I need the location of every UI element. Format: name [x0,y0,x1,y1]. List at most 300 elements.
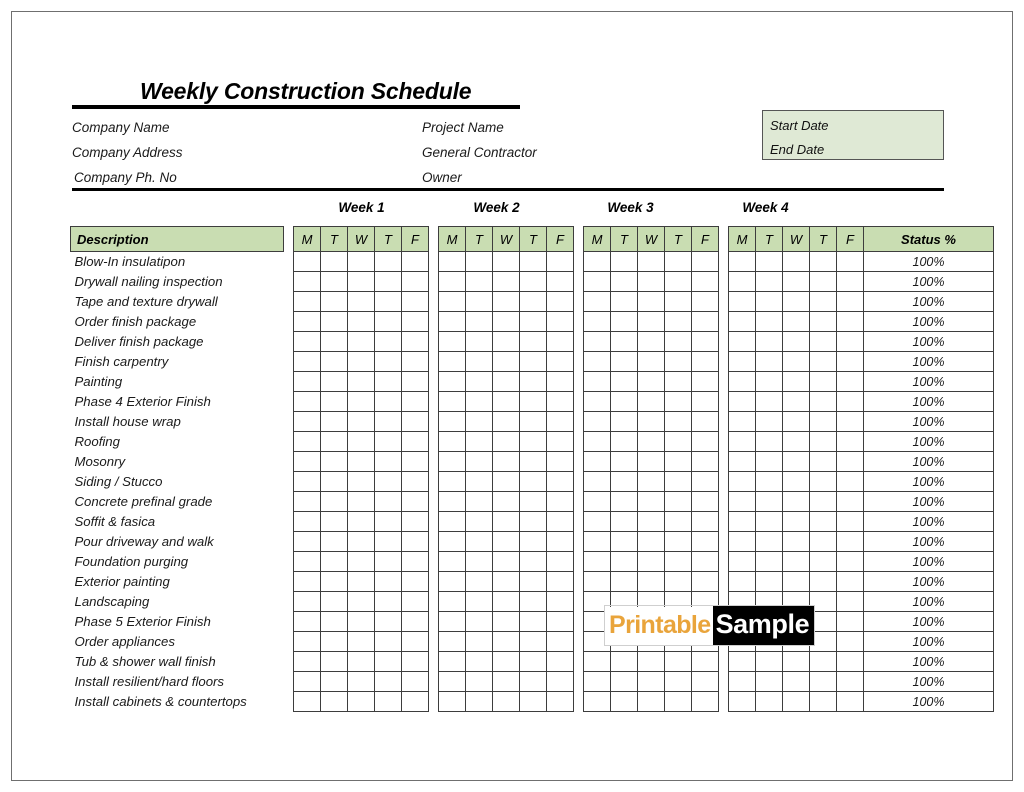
schedule-cell-w2-d5[interactable] [547,412,574,432]
schedule-cell-w3-d4[interactable] [665,532,692,552]
schedule-cell-w3-d5[interactable] [692,572,719,592]
schedule-cell-w2-d5[interactable] [547,492,574,512]
schedule-cell-w1-d1[interactable] [294,532,321,552]
schedule-cell-w4-d1[interactable] [729,652,756,672]
schedule-cell-w2-d2[interactable] [466,672,493,692]
schedule-cell-w1-d3[interactable] [348,612,375,632]
schedule-cell-w4-d2[interactable] [756,632,783,652]
schedule-cell-w2-d1[interactable] [439,412,466,432]
schedule-cell-w1-d5[interactable] [402,412,429,432]
schedule-cell-w2-d3[interactable] [493,312,520,332]
schedule-cell-w4-d1[interactable] [729,692,756,712]
schedule-cell-w1-d3[interactable] [348,272,375,292]
schedule-cell-w3-d2[interactable] [611,672,638,692]
schedule-cell-w1-d4[interactable] [375,372,402,392]
schedule-cell-w1-d4[interactable] [375,472,402,492]
schedule-cell-w1-d5[interactable] [402,352,429,372]
schedule-cell-w2-d2[interactable] [466,392,493,412]
schedule-cell-w4-d1[interactable] [729,472,756,492]
schedule-cell-w4-d5[interactable] [837,292,864,312]
schedule-cell-w3-d1[interactable] [584,652,611,672]
schedule-cell-w1-d1[interactable] [294,612,321,632]
schedule-cell-w3-d4[interactable] [665,252,692,272]
schedule-cell-w3-d4[interactable] [665,612,692,632]
schedule-cell-w2-d2[interactable] [466,492,493,512]
schedule-cell-w2-d1[interactable] [439,532,466,552]
schedule-cell-w4-d1[interactable] [729,632,756,652]
schedule-cell-w4-d4[interactable] [810,252,837,272]
schedule-cell-w3-d2[interactable] [611,372,638,392]
schedule-cell-w2-d4[interactable] [520,252,547,272]
schedule-cell-w1-d4[interactable] [375,512,402,532]
schedule-cell-w4-d4[interactable] [810,472,837,492]
schedule-cell-w2-d3[interactable] [493,472,520,492]
schedule-cell-w2-d5[interactable] [547,632,574,652]
schedule-cell-w2-d2[interactable] [466,352,493,372]
schedule-cell-w4-d3[interactable] [783,652,810,672]
schedule-cell-w3-d2[interactable] [611,312,638,332]
schedule-cell-w3-d4[interactable] [665,432,692,452]
schedule-cell-w2-d1[interactable] [439,472,466,492]
schedule-cell-w1-d4[interactable] [375,692,402,712]
schedule-cell-w1-d2[interactable] [321,292,348,312]
schedule-cell-w4-d2[interactable] [756,512,783,532]
schedule-cell-w2-d1[interactable] [439,272,466,292]
schedule-cell-w3-d5[interactable] [692,392,719,412]
schedule-cell-w2-d4[interactable] [520,412,547,432]
schedule-cell-w2-d2[interactable] [466,532,493,552]
schedule-cell-w3-d3[interactable] [638,392,665,412]
schedule-cell-w4-d2[interactable] [756,272,783,292]
schedule-cell-w4-d5[interactable] [837,432,864,452]
schedule-cell-w4-d5[interactable] [837,532,864,552]
schedule-cell-w2-d4[interactable] [520,452,547,472]
schedule-cell-w4-d2[interactable] [756,352,783,372]
schedule-cell-w1-d2[interactable] [321,352,348,372]
schedule-cell-w1-d2[interactable] [321,612,348,632]
schedule-cell-w1-d4[interactable] [375,572,402,592]
schedule-cell-w2-d2[interactable] [466,332,493,352]
schedule-cell-w4-d2[interactable] [756,412,783,432]
schedule-cell-w2-d2[interactable] [466,472,493,492]
schedule-cell-w4-d1[interactable] [729,532,756,552]
schedule-cell-w1-d2[interactable] [321,592,348,612]
schedule-cell-w1-d5[interactable] [402,632,429,652]
schedule-cell-w4-d3[interactable] [783,492,810,512]
schedule-cell-w2-d5[interactable] [547,572,574,592]
schedule-cell-w3-d1[interactable] [584,672,611,692]
schedule-cell-w3-d4[interactable] [665,392,692,412]
schedule-cell-w1-d3[interactable] [348,492,375,512]
schedule-cell-w4-d1[interactable] [729,292,756,312]
schedule-cell-w2-d1[interactable] [439,572,466,592]
schedule-cell-w3-d4[interactable] [665,292,692,312]
schedule-cell-w1-d5[interactable] [402,452,429,472]
schedule-cell-w4-d2[interactable] [756,392,783,412]
schedule-cell-w4-d5[interactable] [837,572,864,592]
schedule-cell-w3-d1[interactable] [584,312,611,332]
schedule-cell-w3-d1[interactable] [584,332,611,352]
schedule-cell-w2-d2[interactable] [466,432,493,452]
schedule-cell-w2-d2[interactable] [466,572,493,592]
schedule-cell-w3-d3[interactable] [638,632,665,652]
schedule-cell-w2-d3[interactable] [493,612,520,632]
schedule-cell-w3-d4[interactable] [665,572,692,592]
schedule-cell-w4-d4[interactable] [810,312,837,332]
schedule-cell-w2-d2[interactable] [466,632,493,652]
schedule-cell-w1-d2[interactable] [321,412,348,432]
schedule-cell-w1-d1[interactable] [294,492,321,512]
schedule-cell-w2-d5[interactable] [547,672,574,692]
schedule-cell-w3-d5[interactable] [692,332,719,352]
schedule-cell-w3-d5[interactable] [692,292,719,312]
schedule-cell-w3-d5[interactable] [692,692,719,712]
schedule-cell-w4-d5[interactable] [837,512,864,532]
schedule-cell-w4-d5[interactable] [837,332,864,352]
schedule-cell-w4-d3[interactable] [783,272,810,292]
schedule-cell-w2-d2[interactable] [466,552,493,572]
schedule-cell-w3-d2[interactable] [611,272,638,292]
schedule-cell-w3-d5[interactable] [692,312,719,332]
schedule-cell-w3-d2[interactable] [611,692,638,712]
schedule-cell-w3-d1[interactable] [584,612,611,632]
schedule-cell-w3-d5[interactable] [692,272,719,292]
schedule-cell-w3-d3[interactable] [638,432,665,452]
schedule-cell-w4-d5[interactable] [837,632,864,652]
schedule-cell-w4-d5[interactable] [837,592,864,612]
schedule-cell-w3-d2[interactable] [611,512,638,532]
schedule-cell-w2-d2[interactable] [466,252,493,272]
schedule-cell-w4-d5[interactable] [837,352,864,372]
schedule-cell-w2-d4[interactable] [520,532,547,552]
schedule-cell-w3-d5[interactable] [692,612,719,632]
schedule-cell-w1-d4[interactable] [375,272,402,292]
schedule-cell-w3-d2[interactable] [611,612,638,632]
schedule-cell-w4-d2[interactable] [756,492,783,512]
schedule-cell-w1-d1[interactable] [294,452,321,472]
schedule-cell-w4-d5[interactable] [837,652,864,672]
schedule-cell-w4-d3[interactable] [783,512,810,532]
schedule-cell-w3-d3[interactable] [638,472,665,492]
schedule-cell-w2-d1[interactable] [439,592,466,612]
schedule-cell-w1-d1[interactable] [294,272,321,292]
schedule-cell-w2-d4[interactable] [520,272,547,292]
schedule-cell-w3-d3[interactable] [638,332,665,352]
schedule-cell-w1-d1[interactable] [294,312,321,332]
schedule-cell-w3-d1[interactable] [584,592,611,612]
schedule-cell-w1-d1[interactable] [294,352,321,372]
schedule-cell-w1-d3[interactable] [348,412,375,432]
schedule-cell-w1-d5[interactable] [402,512,429,532]
schedule-cell-w3-d5[interactable] [692,532,719,552]
schedule-cell-w4-d1[interactable] [729,432,756,452]
schedule-cell-w1-d4[interactable] [375,552,402,572]
schedule-cell-w2-d5[interactable] [547,552,574,572]
schedule-cell-w2-d3[interactable] [493,332,520,352]
schedule-cell-w1-d3[interactable] [348,592,375,612]
schedule-cell-w1-d3[interactable] [348,332,375,352]
schedule-cell-w2-d3[interactable] [493,532,520,552]
schedule-cell-w3-d4[interactable] [665,372,692,392]
schedule-cell-w4-d2[interactable] [756,312,783,332]
schedule-cell-w3-d4[interactable] [665,512,692,532]
schedule-cell-w1-d4[interactable] [375,312,402,332]
schedule-cell-w2-d3[interactable] [493,592,520,612]
schedule-cell-w4-d2[interactable] [756,332,783,352]
schedule-cell-w2-d5[interactable] [547,292,574,312]
schedule-cell-w2-d3[interactable] [493,492,520,512]
schedule-cell-w3-d1[interactable] [584,292,611,312]
schedule-cell-w4-d3[interactable] [783,312,810,332]
schedule-cell-w4-d3[interactable] [783,432,810,452]
schedule-cell-w2-d4[interactable] [520,432,547,452]
schedule-cell-w3-d2[interactable] [611,492,638,512]
schedule-cell-w1-d4[interactable] [375,492,402,512]
schedule-cell-w1-d5[interactable] [402,572,429,592]
schedule-cell-w4-d4[interactable] [810,612,837,632]
schedule-cell-w1-d1[interactable] [294,372,321,392]
schedule-cell-w4-d1[interactable] [729,572,756,592]
schedule-cell-w1-d5[interactable] [402,332,429,352]
schedule-cell-w3-d3[interactable] [638,552,665,572]
schedule-cell-w3-d4[interactable] [665,652,692,672]
schedule-cell-w3-d1[interactable] [584,372,611,392]
schedule-cell-w3-d2[interactable] [611,472,638,492]
schedule-cell-w1-d1[interactable] [294,672,321,692]
schedule-cell-w4-d3[interactable] [783,352,810,372]
schedule-cell-w2-d4[interactable] [520,312,547,332]
schedule-cell-w4-d5[interactable] [837,672,864,692]
schedule-cell-w1-d1[interactable] [294,412,321,432]
schedule-cell-w2-d3[interactable] [493,572,520,592]
schedule-cell-w4-d5[interactable] [837,392,864,412]
schedule-cell-w4-d1[interactable] [729,352,756,372]
schedule-cell-w1-d4[interactable] [375,392,402,412]
schedule-cell-w3-d1[interactable] [584,472,611,492]
schedule-cell-w4-d1[interactable] [729,672,756,692]
schedule-cell-w1-d3[interactable] [348,652,375,672]
schedule-cell-w3-d1[interactable] [584,532,611,552]
schedule-cell-w4-d1[interactable] [729,592,756,612]
schedule-cell-w1-d2[interactable] [321,272,348,292]
schedule-cell-w1-d4[interactable] [375,592,402,612]
schedule-cell-w1-d5[interactable] [402,552,429,572]
schedule-cell-w3-d1[interactable] [584,512,611,532]
schedule-cell-w1-d2[interactable] [321,552,348,572]
schedule-cell-w2-d5[interactable] [547,392,574,412]
schedule-cell-w1-d1[interactable] [294,572,321,592]
schedule-cell-w1-d3[interactable] [348,432,375,452]
schedule-cell-w4-d2[interactable] [756,372,783,392]
schedule-cell-w1-d2[interactable] [321,432,348,452]
schedule-cell-w4-d4[interactable] [810,572,837,592]
schedule-cell-w4-d1[interactable] [729,332,756,352]
schedule-cell-w1-d3[interactable] [348,572,375,592]
schedule-cell-w1-d2[interactable] [321,452,348,472]
schedule-cell-w3-d1[interactable] [584,572,611,592]
schedule-cell-w4-d5[interactable] [837,612,864,632]
schedule-cell-w4-d1[interactable] [729,312,756,332]
schedule-cell-w2-d2[interactable] [466,512,493,532]
schedule-cell-w4-d3[interactable] [783,452,810,472]
schedule-cell-w1-d1[interactable] [294,552,321,572]
schedule-cell-w2-d1[interactable] [439,352,466,372]
schedule-cell-w3-d5[interactable] [692,352,719,372]
schedule-cell-w4-d5[interactable] [837,452,864,472]
schedule-cell-w2-d2[interactable] [466,692,493,712]
schedule-cell-w2-d5[interactable] [547,612,574,632]
schedule-cell-w2-d4[interactable] [520,652,547,672]
schedule-cell-w4-d5[interactable] [837,472,864,492]
schedule-cell-w4-d3[interactable] [783,692,810,712]
schedule-cell-w1-d3[interactable] [348,512,375,532]
schedule-cell-w1-d2[interactable] [321,472,348,492]
schedule-cell-w1-d3[interactable] [348,692,375,712]
schedule-cell-w4-d5[interactable] [837,552,864,572]
schedule-cell-w3-d5[interactable] [692,452,719,472]
schedule-cell-w3-d4[interactable] [665,412,692,432]
schedule-cell-w4-d2[interactable] [756,292,783,312]
schedule-cell-w3-d1[interactable] [584,272,611,292]
schedule-cell-w1-d4[interactable] [375,332,402,352]
schedule-cell-w3-d1[interactable] [584,492,611,512]
schedule-cell-w4-d4[interactable] [810,512,837,532]
schedule-cell-w1-d2[interactable] [321,332,348,352]
schedule-cell-w3-d3[interactable] [638,532,665,552]
schedule-cell-w4-d3[interactable] [783,592,810,612]
schedule-cell-w1-d4[interactable] [375,292,402,312]
schedule-cell-w3-d4[interactable] [665,472,692,492]
schedule-cell-w1-d3[interactable] [348,312,375,332]
schedule-cell-w2-d2[interactable] [466,372,493,392]
schedule-cell-w1-d1[interactable] [294,472,321,492]
schedule-cell-w3-d4[interactable] [665,272,692,292]
schedule-cell-w3-d4[interactable] [665,492,692,512]
schedule-cell-w2-d5[interactable] [547,352,574,372]
schedule-cell-w4-d1[interactable] [729,392,756,412]
schedule-cell-w2-d5[interactable] [547,692,574,712]
schedule-cell-w2-d1[interactable] [439,372,466,392]
schedule-cell-w4-d4[interactable] [810,672,837,692]
schedule-cell-w4-d4[interactable] [810,412,837,432]
schedule-cell-w4-d1[interactable] [729,612,756,632]
schedule-cell-w2-d1[interactable] [439,632,466,652]
schedule-cell-w1-d3[interactable] [348,552,375,572]
schedule-cell-w4-d1[interactable] [729,272,756,292]
schedule-cell-w2-d4[interactable] [520,472,547,492]
schedule-cell-w2-d3[interactable] [493,292,520,312]
schedule-cell-w1-d5[interactable] [402,272,429,292]
schedule-cell-w4-d3[interactable] [783,532,810,552]
schedule-cell-w2-d4[interactable] [520,672,547,692]
schedule-cell-w2-d4[interactable] [520,492,547,512]
schedule-cell-w3-d3[interactable] [638,292,665,312]
schedule-cell-w3-d2[interactable] [611,552,638,572]
schedule-cell-w1-d2[interactable] [321,692,348,712]
schedule-cell-w2-d2[interactable] [466,292,493,312]
schedule-cell-w1-d4[interactable] [375,632,402,652]
schedule-cell-w1-d5[interactable] [402,492,429,512]
schedule-cell-w2-d1[interactable] [439,692,466,712]
schedule-cell-w3-d3[interactable] [638,372,665,392]
schedule-cell-w2-d1[interactable] [439,252,466,272]
schedule-cell-w4-d1[interactable] [729,372,756,392]
schedule-cell-w4-d3[interactable] [783,332,810,352]
schedule-cell-w3-d1[interactable] [584,392,611,412]
schedule-cell-w1-d3[interactable] [348,472,375,492]
schedule-cell-w3-d4[interactable] [665,452,692,472]
schedule-cell-w3-d2[interactable] [611,392,638,412]
schedule-cell-w1-d2[interactable] [321,392,348,412]
schedule-cell-w1-d2[interactable] [321,632,348,652]
schedule-cell-w2-d3[interactable] [493,632,520,652]
schedule-cell-w4-d4[interactable] [810,352,837,372]
schedule-cell-w4-d1[interactable] [729,512,756,532]
schedule-cell-w3-d3[interactable] [638,352,665,372]
schedule-cell-w3-d2[interactable] [611,252,638,272]
schedule-cell-w1-d1[interactable] [294,632,321,652]
schedule-cell-w1-d5[interactable] [402,252,429,272]
schedule-cell-w2-d3[interactable] [493,452,520,472]
schedule-cell-w2-d3[interactable] [493,672,520,692]
schedule-cell-w1-d4[interactable] [375,252,402,272]
schedule-cell-w4-d4[interactable] [810,392,837,412]
schedule-cell-w4-d4[interactable] [810,292,837,312]
schedule-cell-w1-d4[interactable] [375,352,402,372]
schedule-cell-w1-d3[interactable] [348,372,375,392]
schedule-cell-w4-d2[interactable] [756,612,783,632]
schedule-cell-w4-d3[interactable] [783,612,810,632]
schedule-cell-w1-d1[interactable] [294,432,321,452]
schedule-cell-w4-d1[interactable] [729,412,756,432]
schedule-cell-w1-d1[interactable] [294,512,321,532]
schedule-cell-w4-d4[interactable] [810,272,837,292]
schedule-cell-w4-d2[interactable] [756,572,783,592]
schedule-cell-w2-d1[interactable] [439,652,466,672]
schedule-cell-w4-d4[interactable] [810,372,837,392]
schedule-cell-w4-d4[interactable] [810,692,837,712]
schedule-cell-w3-d1[interactable] [584,352,611,372]
schedule-cell-w2-d3[interactable] [493,552,520,572]
schedule-cell-w3-d1[interactable] [584,632,611,652]
schedule-cell-w1-d4[interactable] [375,452,402,472]
schedule-cell-w3-d4[interactable] [665,332,692,352]
schedule-cell-w1-d4[interactable] [375,412,402,432]
schedule-cell-w3-d4[interactable] [665,592,692,612]
schedule-cell-w4-d1[interactable] [729,552,756,572]
schedule-cell-w4-d5[interactable] [837,272,864,292]
schedule-cell-w3-d3[interactable] [638,272,665,292]
schedule-cell-w3-d2[interactable] [611,412,638,432]
schedule-cell-w4-d2[interactable] [756,472,783,492]
schedule-cell-w4-d5[interactable] [837,252,864,272]
schedule-cell-w4-d2[interactable] [756,672,783,692]
schedule-cell-w2-d1[interactable] [439,292,466,312]
schedule-cell-w1-d1[interactable] [294,692,321,712]
schedule-cell-w4-d4[interactable] [810,652,837,672]
schedule-cell-w4-d3[interactable] [783,412,810,432]
schedule-cell-w3-d3[interactable] [638,452,665,472]
schedule-cell-w1-d1[interactable] [294,332,321,352]
schedule-cell-w3-d5[interactable] [692,592,719,612]
schedule-cell-w2-d2[interactable] [466,612,493,632]
schedule-cell-w2-d2[interactable] [466,592,493,612]
schedule-cell-w3-d5[interactable] [692,472,719,492]
schedule-cell-w2-d1[interactable] [439,612,466,632]
schedule-cell-w2-d5[interactable] [547,512,574,532]
schedule-cell-w2-d1[interactable] [439,432,466,452]
schedule-cell-w2-d3[interactable] [493,432,520,452]
